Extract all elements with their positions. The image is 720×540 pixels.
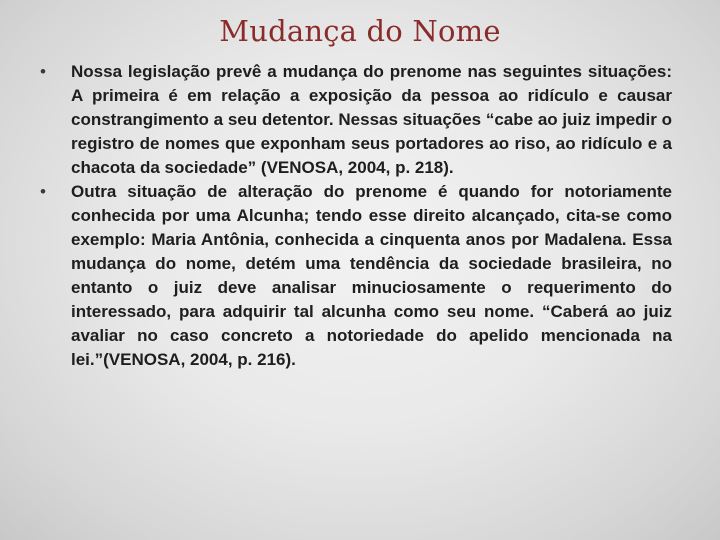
bullet-icon: • [40,62,46,81]
bullet-icon: • [40,182,46,201]
list-item [40,180,672,372]
slide-title: Mudança do Nome [219,14,501,48]
list-item [40,60,672,180]
bullet-text: Nossa legislação prevê a mudança do prenome nas seguintes situações: A primeira é em relação a exposição da pessoa ao ridículo e causar constrangimento a seu detentor. Nessas situações “cabe ao juiz impedir o registro de nomes que exponham seus portadores ao riso, ao ridículo e a chacota da sociedade” (VENOSA, 2004, p. 218). [71,62,672,177]
bullet-text: Outra situação de alteração do prenome é quando for notoriamente conhecida por uma Alcunha; tendo esse direito alcançado, cita-se como exemplo: Maria Antônia, conhecida a cinquenta anos por Madalena. Essa mudança do nome, detém uma tendência da sociedade brasileira, no entanto o juiz deve analisar minuciosamente o requerimento do interessado, para adquirir tal alcunha como seu nome. “Caberá ao juiz avaliar no caso concreto a notoriedade do apelido mencionada na lei.”(VENOSA, 2004, p. 216). [71,182,672,369]
bullet-list [40,60,672,372]
